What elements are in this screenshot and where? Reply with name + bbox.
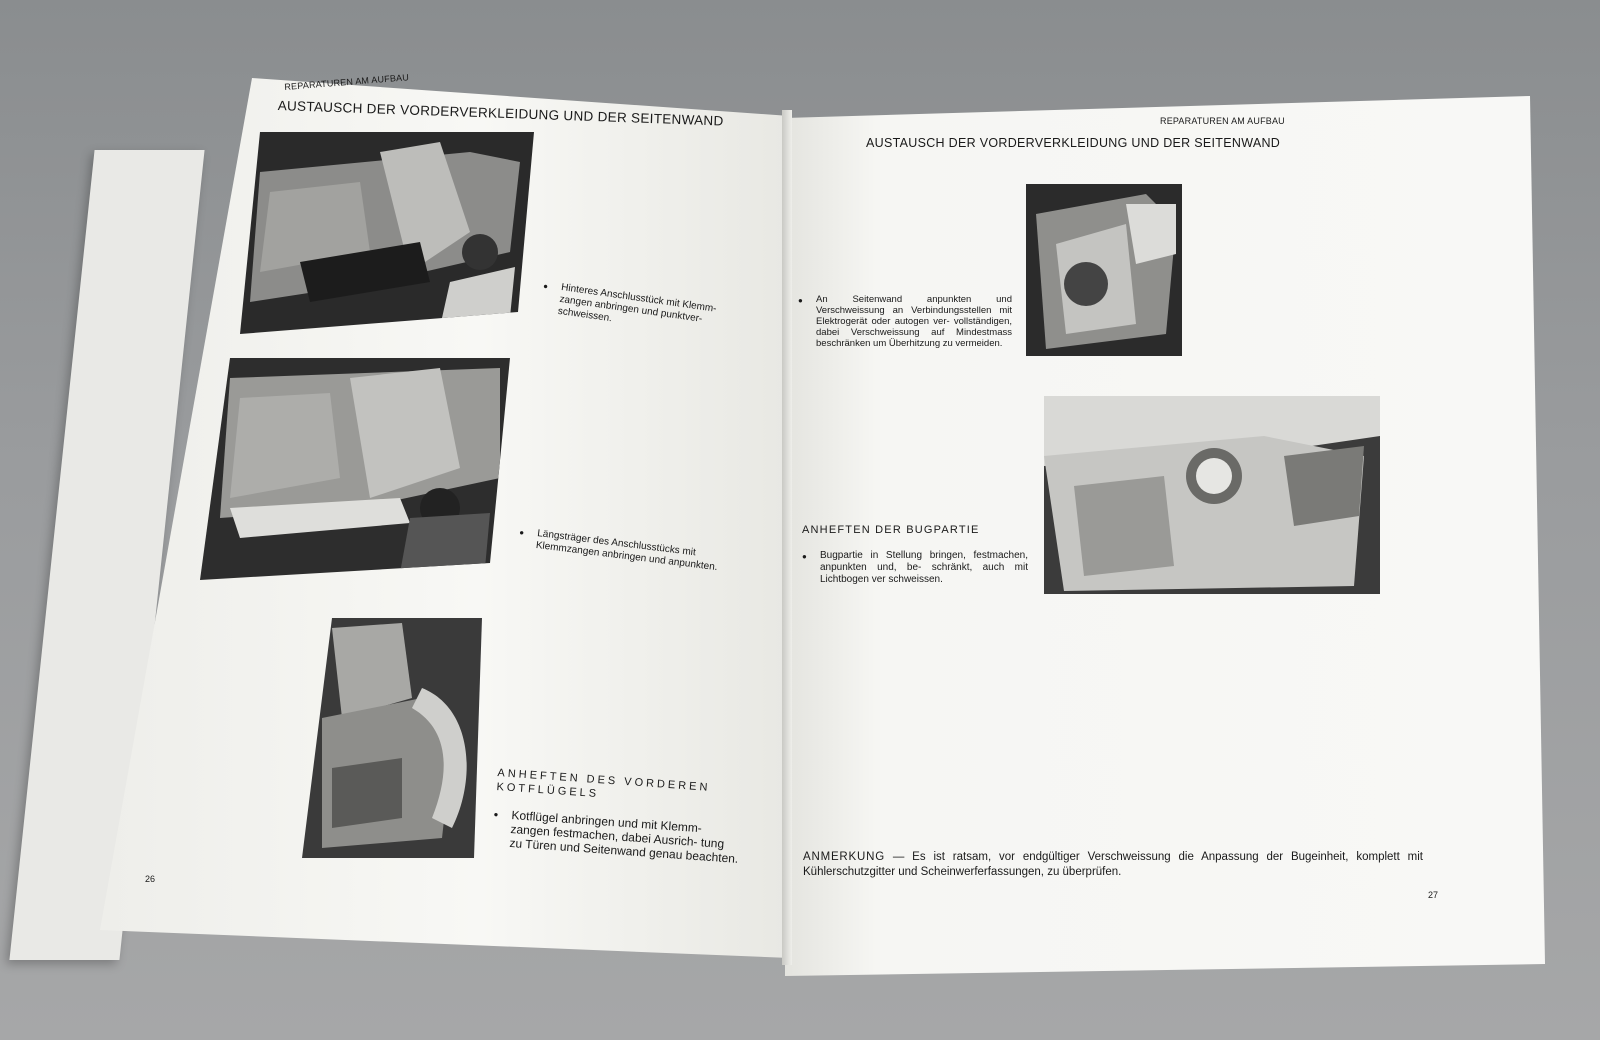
photo-front-section [1044,396,1380,594]
right-caption-1: ● An Seitenwand anpunkten und Verschweissung an Verbindungsstellen mit Elektrogerät oder autogen ver- vollständigen, dabei Verschweissung auf Mindestmass beschränken um Überhitzung zu vermeiden. [816,294,1012,349]
booklet-spine [782,110,792,965]
left-caption-3: ● Kotflügel anbringen und mit Klemm- zangen festmachen, dabei Ausrich- tung zu Türen und Seitenwand genau beachten. [509,808,741,866]
left-caption-1: ● Hinteres Anschlusstück mit Klemm- zangen anbringen und punktver- schweissen. [557,282,750,344]
right-page-title: AUSTAUSCH DER VORDERVERKLEIDUNG UND DER SEITENWAND [866,136,1281,150]
photo-side-panel-welding [1026,184,1182,356]
photo-longitudinal-member [200,358,510,580]
left-page-number: 26 [145,874,156,884]
left-heading-front-fender: ANHEFTEN DES VORDEREN KOTFLÜGELS [496,766,711,801]
photo-rear-connector-welding [240,132,534,334]
photo-front-fender [302,618,482,858]
note-label: ANMERKUNG [803,851,885,863]
left-page-header: REPARATUREN AM AUFBAU [284,72,410,92]
right-page-header: REPARATUREN AM AUFBAU [1160,116,1285,126]
right-note [803,850,1423,880]
right-heading-front-section: ANHEFTEN DER BUGPARTIE [802,524,980,536]
right-caption-2: ● Bugpartie in Stellung bringen, festmachen, anpunkten und, be- schränkt, auch mit Lichtbogen ver schweissen. [820,550,1028,586]
right-page-number: 27 [1428,890,1439,900]
note-text: — Es ist ratsam, vor endgültiger Verschweissung die Anpassung der Bugeinheit, komplett mit Kühlerschutzgitter und Scheinwerferfassungen, zu überprüfen. [803,851,1423,878]
left-caption-2: ● Längsträger des Anschlusstücks mit Klemmzangen anbringen und anpunkten. [535,528,746,577]
left-page-title: AUSTAUSCH DER VORDERVERKLEIDUNG UND DER SEITENWAND [277,98,724,129]
